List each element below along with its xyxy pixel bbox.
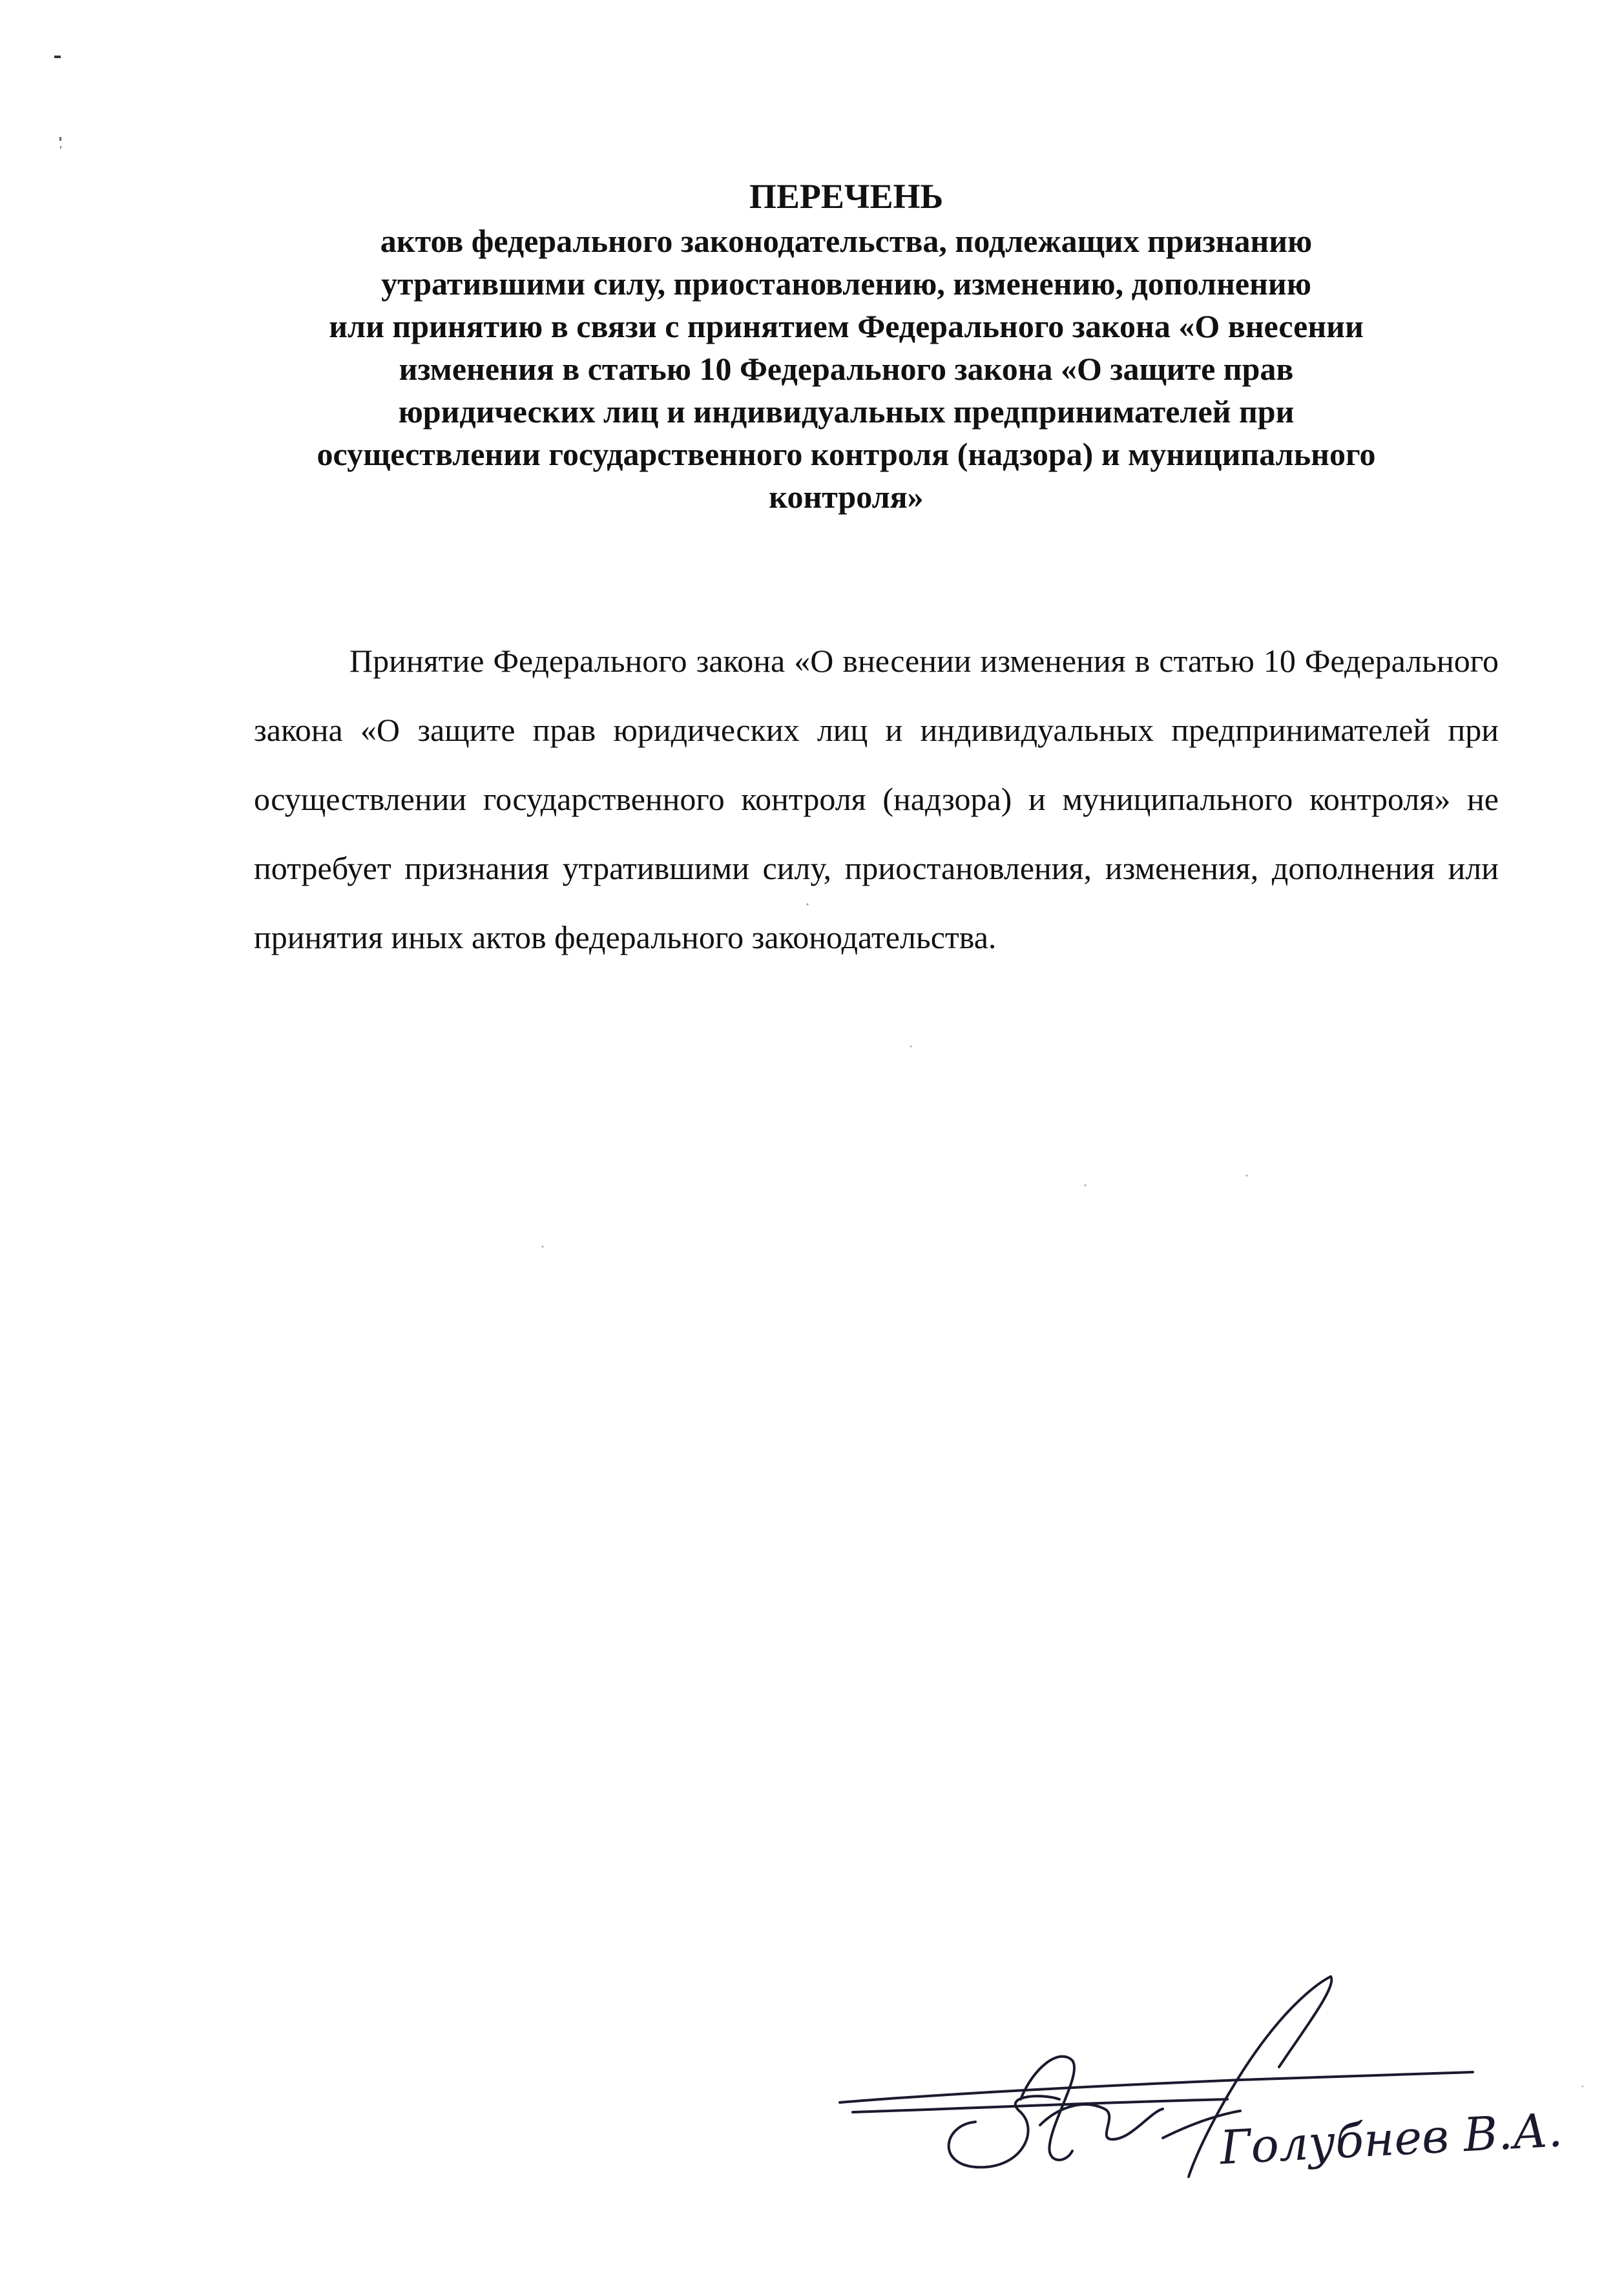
- scan-speck: [910, 1046, 912, 1048]
- document-heading: [233, 173, 1460, 518]
- scan-speck: [54, 56, 61, 58]
- heading-line: утратившими силу, приостановлению, изменению, дополнению: [381, 265, 1311, 302]
- heading-line: юридических лиц и индивидуальных предпринимателей при: [398, 393, 1295, 430]
- heading-line: контроля»: [769, 479, 924, 515]
- heading-line: актов федерального законодательства, подлежащих признанию: [380, 223, 1313, 259]
- scan-speck: [1085, 1185, 1087, 1187]
- scan-speck: [60, 146, 61, 149]
- heading-line: изменения в статью 10 Федерального закона «О защите прав: [399, 351, 1294, 387]
- body-paragraph: Принятие Федерального закона «О внесении изменения в статью 10 Федерального закона «О защите прав юридических лиц и индивидуальных предпринимателей при осуществлении государственного контроля (надзора) и муниципального контроля» не потребует признания утратившими силу, приостановления, изменения, дополнения или принятия иных актов федерального законодательства.: [254, 643, 1499, 955]
- scan-speck: [542, 1246, 544, 1248]
- document-title: ПЕРЕЧЕНЬ: [749, 177, 944, 216]
- heading-line: осуществлении государственного контроля (надзора) и муниципального: [317, 436, 1376, 472]
- scan-speck: [1582, 2086, 1584, 2088]
- signature-name: Голубнев В.А.: [1218, 2102, 1564, 2175]
- scan-speck: [59, 137, 61, 141]
- heading-line: или принятию в связи с принятием Федерального закона «О внесении: [329, 308, 1364, 344]
- handwritten-signature: [827, 1970, 1564, 2177]
- scan-speck: [1246, 1175, 1248, 1177]
